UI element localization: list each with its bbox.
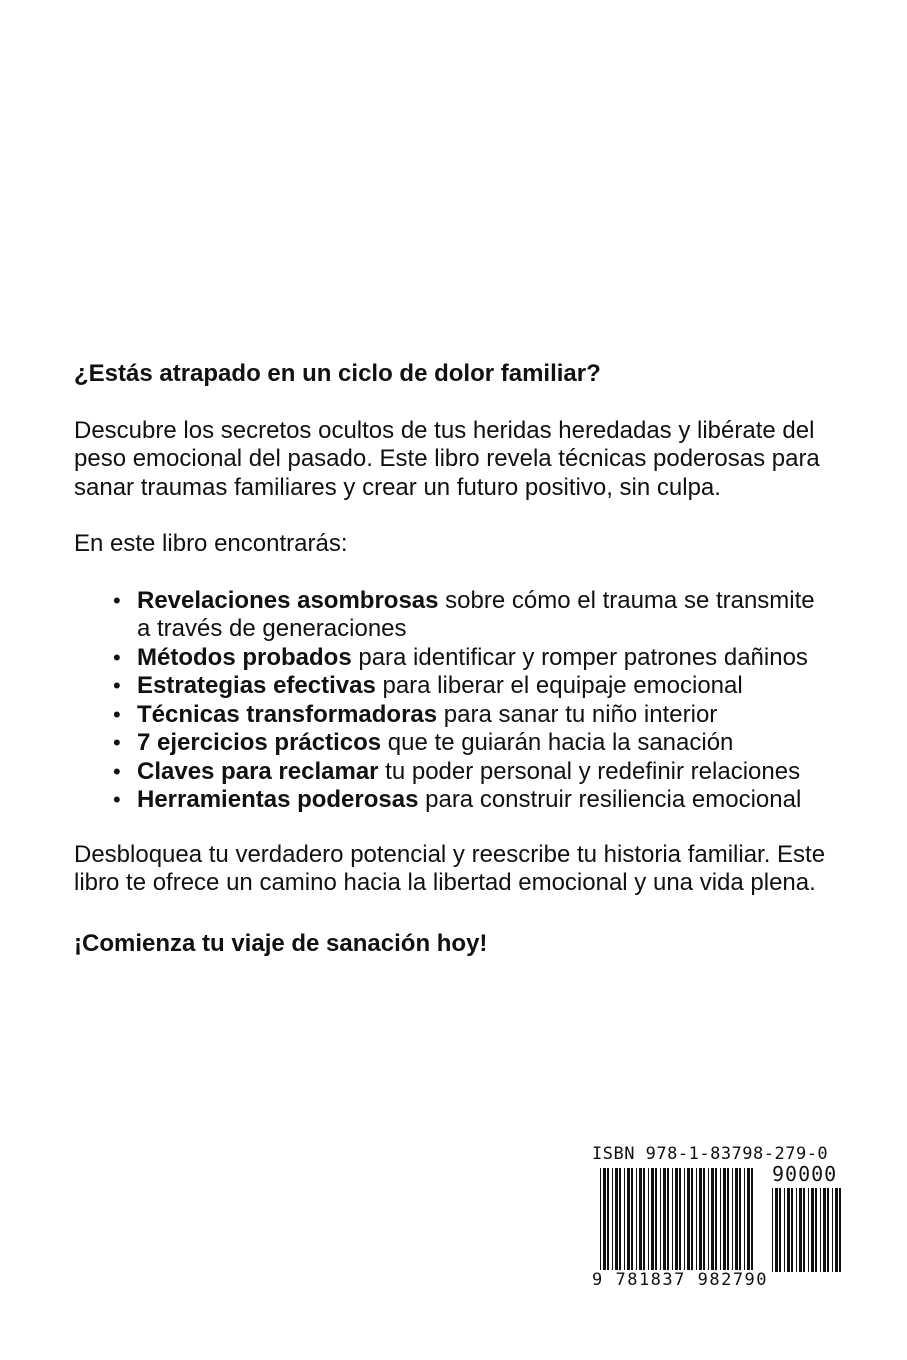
barcode-bar: [600, 1168, 601, 1270]
barcode-bar: [820, 1188, 821, 1272]
benefit-strong: 7 ejercicios prácticos: [137, 729, 382, 756]
back-cover-text: [74, 360, 834, 958]
barcode-bar: [603, 1168, 606, 1270]
list-item: [113, 786, 834, 815]
barcode-bar: [648, 1168, 649, 1270]
benefit-text: para liberar el equipaje emocional: [375, 672, 743, 699]
barcode-bar: [660, 1168, 661, 1270]
bullet-icon: •: [113, 673, 121, 698]
benefits-list: [74, 587, 834, 815]
barcode-bar: [715, 1168, 717, 1270]
bullet-icon: •: [113, 758, 121, 784]
barcode-bar: [739, 1168, 741, 1270]
benefit-strong: Claves para reclamar: [137, 757, 379, 785]
barcode-bar: [643, 1168, 645, 1270]
barcode-bar: [772, 1188, 773, 1272]
barcode-bar: [779, 1188, 781, 1272]
barcode-bar: [667, 1168, 669, 1270]
barcode-bar: [808, 1188, 809, 1272]
barcode-bar: [791, 1188, 793, 1272]
barcode-bar: [703, 1168, 705, 1270]
benefit-strong: Estrategias efectivas: [137, 672, 376, 699]
barcode-bar: [691, 1168, 693, 1270]
barcode-bar: [811, 1188, 814, 1272]
barcode-bar: [627, 1168, 630, 1270]
barcode-bar: [607, 1168, 609, 1270]
barcode-bar: [732, 1168, 733, 1270]
list-item: [113, 672, 834, 701]
barcode-bar: [675, 1168, 678, 1270]
intro-paragraph: Descubre los secretos ocultos de tus heridas heredadas y libérate del peso emocional del pasado. Este libro revela técnicas poderosas para sanar traumas familiares y crear un futuro positivo, sin culpa.: [74, 416, 820, 501]
barcode-bar: [787, 1188, 790, 1272]
bullet-icon: •: [113, 587, 121, 613]
benefit-strong: Técnicas transformadoras: [137, 700, 438, 728]
list-lead: En este libro encontrarás:: [74, 530, 348, 557]
benefit-text: para construir resiliencia emocional: [418, 786, 802, 813]
benefit-strong: Revelaciones asombrosas: [137, 586, 439, 614]
barcode-bar: [711, 1168, 714, 1270]
barcode-bar: [663, 1168, 666, 1270]
barcode-bar: [687, 1168, 690, 1270]
barcode-bar: [747, 1168, 750, 1270]
barcode-bar: [751, 1168, 753, 1270]
barcode-bar: [619, 1168, 621, 1270]
barcode-bar: [723, 1168, 726, 1270]
outro-paragraph: Desbloquea tu verdadero potencial y reescribe tu historia familiar. Este libro te ofrece un camino hacia la libertad emocional y una vida plena.: [74, 840, 826, 896]
call-to-action: ¡Comienza tu viaje de sanación hoy!: [74, 929, 488, 957]
barcode-bar: [832, 1188, 833, 1272]
barcode-bar: [624, 1168, 625, 1270]
list-item: [113, 586, 834, 644]
benefit-text: para sanar tu niño interior: [437, 700, 718, 728]
barcode-bar: [672, 1168, 673, 1270]
barcode-bar: [735, 1168, 738, 1270]
bullet-icon: •: [113, 787, 121, 812]
barcode-bar: [684, 1168, 685, 1270]
benefit-text: que te guiarán hacia la sanación: [381, 729, 734, 756]
isbn-barcode: [586, 1140, 848, 1300]
barcode-bar: [815, 1188, 817, 1272]
bullet-icon: •: [113, 730, 121, 755]
barcode-bar: [799, 1188, 802, 1272]
barcode-bar: [784, 1188, 785, 1272]
barcode-bar: [636, 1168, 637, 1270]
bullet-icon: •: [113, 701, 121, 727]
list-item: [113, 757, 834, 787]
barcode-bar: [839, 1188, 841, 1272]
barcode-bar: [639, 1168, 642, 1270]
isbn-label: ISBN 978-1-83798-279-0: [592, 1144, 829, 1164]
barcode-bar: [708, 1168, 709, 1270]
bullet-icon: •: [113, 644, 121, 670]
barcode-bar: [655, 1168, 657, 1270]
barcode-bar: [699, 1168, 702, 1270]
barcode-bar: [720, 1168, 721, 1270]
headline: ¿Estás atrapado en un ciclo de dolor familiar?: [74, 360, 601, 387]
barcode-bar: [651, 1168, 654, 1270]
barcode-bar: [775, 1188, 778, 1272]
barcode-bar: [696, 1168, 697, 1270]
barcode-bar: [631, 1168, 633, 1270]
ean-digits: 9 781837 982790: [592, 1270, 769, 1290]
barcode-bar: [803, 1188, 805, 1272]
list-item: [113, 729, 834, 758]
barcode-bar: [612, 1168, 613, 1270]
benefit-text: sobre cómo el trauma se transmite a través de generaciones: [137, 586, 815, 642]
benefit-strong: Herramientas poderosas: [137, 786, 419, 813]
barcode-bar: [823, 1188, 826, 1272]
price-code: 90000: [772, 1162, 838, 1186]
barcode-bar: [744, 1168, 745, 1270]
benefit-strong: Métodos probados: [137, 643, 352, 671]
barcode-bar: [796, 1188, 797, 1272]
barcode-bar: [679, 1168, 681, 1270]
barcode-bar: [727, 1168, 729, 1270]
benefit-text: tu poder personal y redefinir relaciones: [378, 757, 801, 785]
list-item: [113, 700, 834, 730]
barcode-bar: [615, 1168, 618, 1270]
barcode-bar: [827, 1188, 829, 1272]
barcode-bar: [835, 1188, 838, 1272]
list-item: [113, 643, 834, 673]
benefit-text: para identificar y romper patrones dañinos: [351, 643, 808, 671]
